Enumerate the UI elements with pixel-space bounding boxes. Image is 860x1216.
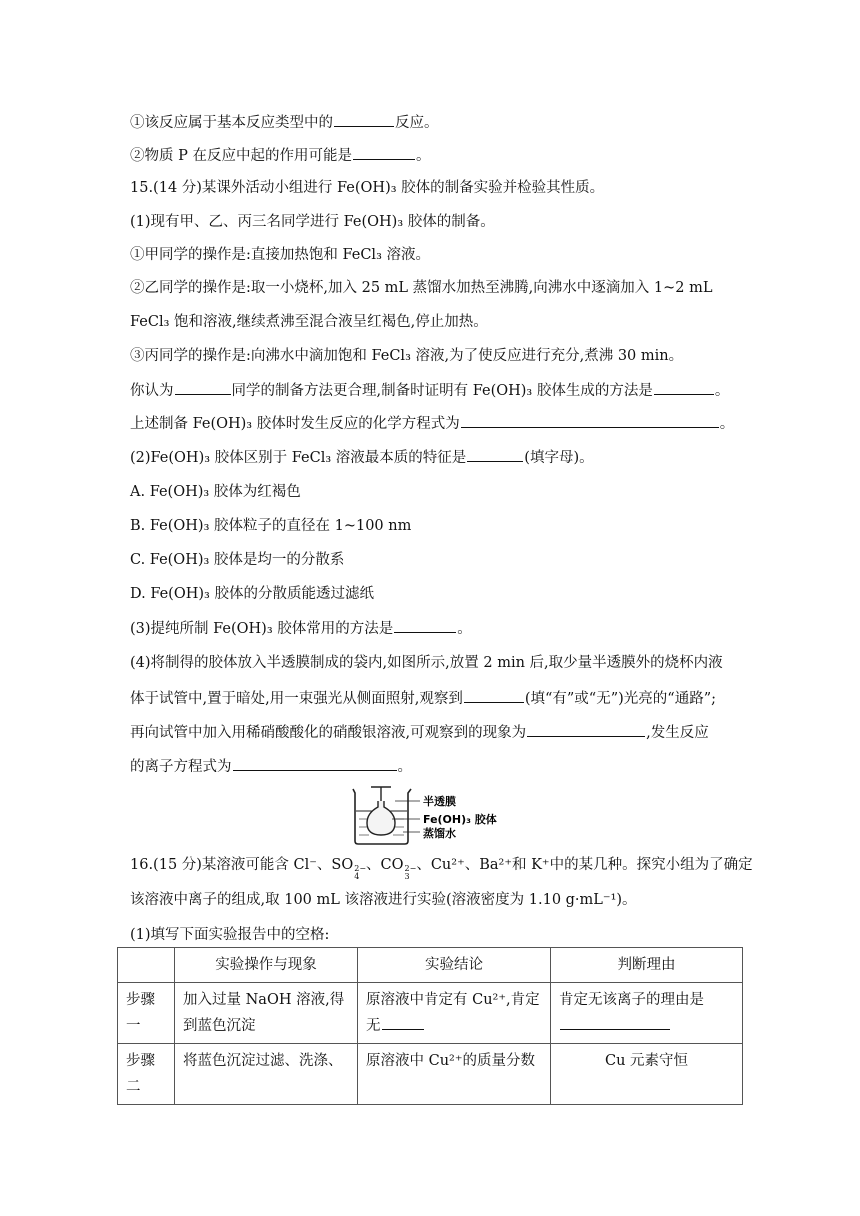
step-cell: 步骤一 bbox=[118, 983, 175, 1044]
answer-blank[interactable] bbox=[527, 722, 645, 737]
answer-blank[interactable] bbox=[394, 618, 456, 633]
line-q15-head: 15.(14 分)某课外活动小组进行 Fe(OH)₃ 胶体的制备实验并检验其性质。 bbox=[130, 180, 605, 196]
header-cell bbox=[118, 948, 175, 983]
header-cell: 实验操作与现象 bbox=[175, 948, 358, 983]
table-row bbox=[118, 1044, 743, 1105]
answer-blank[interactable] bbox=[654, 380, 714, 395]
line-q15-e: 上述制备 Fe(OH)₃ 胶体时发生反应的化学方程式为 。 bbox=[130, 413, 734, 434]
table-header-row bbox=[118, 948, 743, 983]
operation-cell: 将蓝色沉淀过滤、洗涤、 bbox=[175, 1044, 358, 1105]
line-q15-a: ①甲同学的操作是:直接加热饱和 FeCl₃ 溶液。 bbox=[130, 247, 430, 263]
answer-blank[interactable] bbox=[560, 1015, 670, 1030]
answer-blank[interactable] bbox=[464, 688, 524, 703]
line-q16-1: 16.(15 分)某溶液可能含 Cl⁻、SO 2− 4 、CO 2− 3 、Cu²⁺、Ba²⁺和 K⁺中的某几种。探究小组为了确定 bbox=[130, 857, 753, 881]
reason-cell: Cu 元素守恒 bbox=[551, 1044, 743, 1105]
line-q15-part2: (2)Fe(OH)₃ 胶体区别于 FeCl₃ 溶液最本质的特征是 (填字母)。 bbox=[130, 447, 594, 468]
line-q15-part4-3: 再向试管中加入用稀硝酸酸化的硝酸银溶液,可观察到的现象为 ,发生反应 bbox=[130, 722, 709, 743]
answer-blank[interactable] bbox=[467, 447, 523, 462]
line-q15-b2: FeCl₃ 饱和溶液,继续煮沸至混合液呈红褐色,停止加热。 bbox=[130, 314, 488, 330]
carbonate-charge: 2− 3 bbox=[404, 864, 417, 881]
line-q15-b1: ②乙同学的操作是:取一小烧杯,加入 25 mL 蒸馏水加热至沸腾,向沸水中逐滴加入 1~2 mL bbox=[130, 280, 713, 296]
header-cell: 判断理由 bbox=[551, 948, 743, 983]
answer-blank[interactable] bbox=[353, 145, 415, 160]
header-cell: 实验结论 bbox=[358, 948, 551, 983]
label-membrane: 半透膜 bbox=[423, 795, 456, 808]
option-b: B. Fe(OH)₃ 胶体粒子的直径在 1~100 nm bbox=[130, 518, 412, 534]
line-q14-2: ②物质 P 在反应中起的作用可能是 。 bbox=[130, 145, 430, 166]
option-a: A. Fe(OH)₃ 胶体为红褐色 bbox=[130, 484, 301, 500]
conclusion-cell: 原溶液中 Cu²⁺的质量分数 bbox=[358, 1044, 551, 1105]
step-cell: 步骤二 bbox=[118, 1044, 175, 1105]
line-q15-part4-1: (4)将制得的胶体放入半透膜制成的袋内,如图所示,放置 2 min 后,取少量半透膜外的烧杯内液 bbox=[130, 655, 723, 671]
answer-blank[interactable] bbox=[461, 413, 719, 428]
operation-cell: 加入过量 NaOH 溶液,得到蓝色沉淀 bbox=[175, 983, 358, 1044]
answer-blank[interactable] bbox=[334, 112, 394, 127]
line-q14-1: ①该反应属于基本反应类型中的 反应。 bbox=[130, 112, 439, 133]
line-q15-d: 你认为 同学的制备方法更合理,制备时证明有 Fe(OH)₃ 胶体生成的方法是 。 bbox=[130, 380, 729, 401]
answer-blank[interactable] bbox=[233, 756, 397, 771]
line-q15-part3: (3)提纯所制 Fe(OH)₃ 胶体常用的方法是 。 bbox=[130, 618, 472, 639]
answer-blank[interactable] bbox=[175, 380, 231, 395]
sulfate-charge: 2− 4 bbox=[354, 864, 367, 881]
answer-blank[interactable] bbox=[382, 1015, 424, 1030]
option-c: C. Fe(OH)₃ 胶体是均一的分散系 bbox=[130, 552, 345, 568]
label-colloid: Fe(OH)₃ 胶体 bbox=[423, 813, 497, 826]
line-q15-part4-4: 的离子方程式为 。 bbox=[130, 756, 412, 777]
experiment-report-table bbox=[117, 947, 743, 1105]
line-q16-part1: (1)填写下面实验报告中的空格: bbox=[130, 927, 330, 943]
line-q15-c: ③丙同学的操作是:向沸水中滴加饱和 FeCl₃ 溶液,为了使反应进行充分,煮沸 30 min。 bbox=[130, 348, 684, 364]
option-d: D. Fe(OH)₃ 胶体的分散质能透过滤纸 bbox=[130, 586, 374, 602]
line-q15-part1: (1)现有甲、乙、丙三名同学进行 Fe(OH)₃ 胶体的制备。 bbox=[130, 214, 495, 230]
reason-cell: 肯定无该离子的理由是 bbox=[551, 983, 743, 1044]
label-water: 蒸馏水 bbox=[423, 827, 456, 840]
conclusion-cell: 原溶液中肯定有 Cu²⁺,肯定无 bbox=[358, 983, 551, 1044]
table-row bbox=[118, 983, 743, 1044]
line-q15-part4-2: 体于试管中,置于暗处,用一束强光从侧面照射,观察到 (填“有”或“无”)光亮的“通路”; bbox=[130, 688, 716, 709]
line-q16-2: 该溶液中离子的组成,取 100 mL 该溶液进行实验(溶液密度为 1.10 g·mL⁻¹)。 bbox=[130, 892, 637, 908]
dialysis-apparatus-figure bbox=[345, 785, 515, 847]
